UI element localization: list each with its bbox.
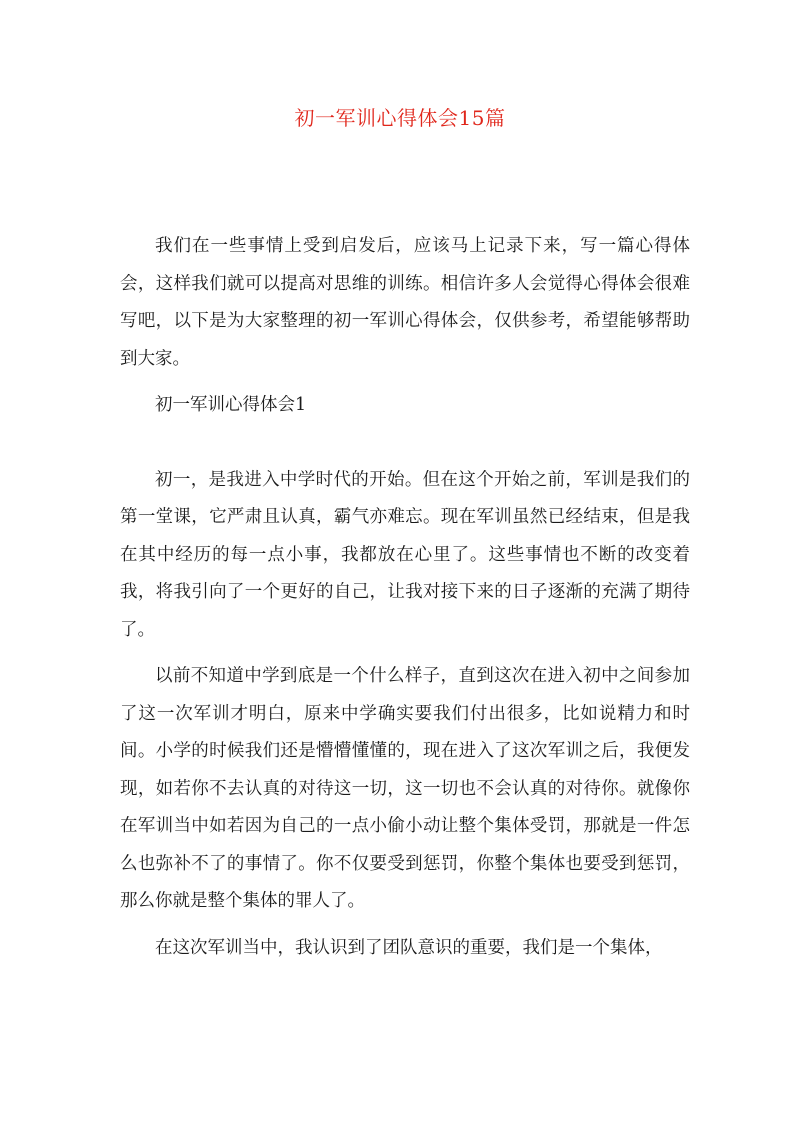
section-heading: 初一军训心得体会1 — [155, 395, 307, 415]
spacer — [120, 378, 690, 387]
intro-paragraph: 我们在一些事情上受到启发后，应该马上记录下来，写一篇心得体会，这样我们就可以提高对思维的训练。相信许多人会觉得心得体会很难写吧，以下是为大家整理的初一军训心得体会，仅供参考，希望能够帮助到大家。 — [120, 236, 690, 369]
spacer — [120, 921, 690, 930]
page-title: 初一军训心得体会15篇 — [294, 106, 506, 130]
body-paragraph-1: 初一，是我进入中学时代的开始。但在这个开始之前，军训是我们的第一堂课，它严肃且认真，霸气亦难忘。现在军训虽然已经结束，但是我在其中经历的每一点小事，我都放在心里了。这些事情也不断的改变着我，将我引向了一个更好的自己，让我对接下来的日子逐渐的充满了期待了。 — [120, 469, 690, 640]
spacer — [120, 649, 690, 658]
document-body — [120, 228, 690, 967]
body-paragraph-3: 在这次军训当中，我认识到了团队意识的重要，我们是一个集体， — [155, 937, 663, 958]
body-paragraph-2: 以前不知道中学到底是一个什么样子，直到这次在进入初中之间参加了这一次军训才明白，原来中学确实要我们付出很多，比如说精力和时间。小学的时候我们还是懵懵懂懂的，现在进入了这次军训之后，我便发现，如若你不去认真的对待这一切，这一切也不会认真的对待你。就像你在军训当中如若因为自己的一点小偷小动让整个集体受罚，那就是一件怎么也弥补不了的事情了。你不仅要受到惩罚，你整个集体也要受到惩罚，那么你就是整个集体的罪人了。 — [120, 666, 690, 911]
